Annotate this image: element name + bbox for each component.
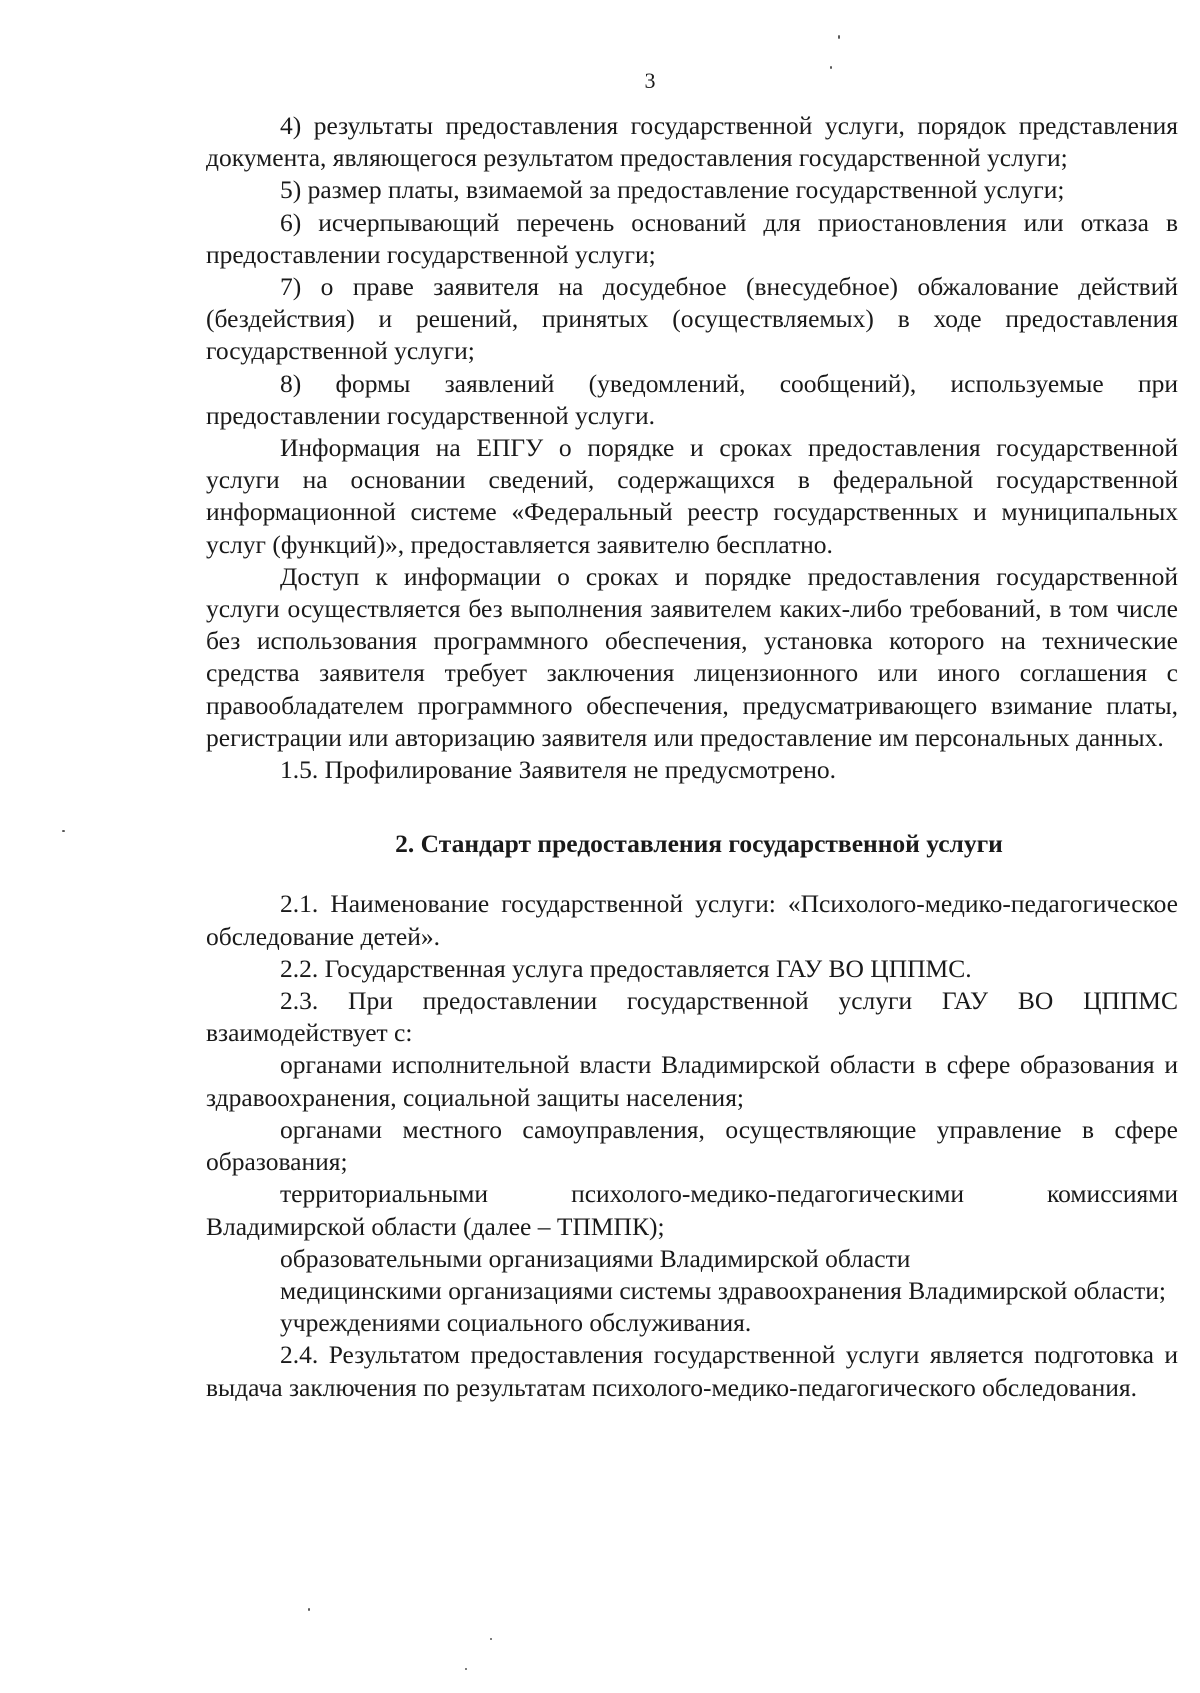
section-heading: 2. Стандарт предоставления государственной услуги	[395, 829, 1003, 859]
scan-speck	[830, 66, 832, 69]
paragraph-2-4: 2.4. Результатом предоставления государственной услуги является подготовка и выдача заключения по результатам психолого-медико-педагогического обследования.	[206, 1340, 1178, 1402]
paragraph-grounds: 6) исчерпывающий перечень оснований для приостановления или отказа в предоставлении государственной услуги;	[206, 207, 1178, 269]
document-body	[206, 110, 1178, 1404]
paragraph-tpmpk: территориальными психолого-медико-педагогическими комиссиями Владимирской области (далее – ТПМПК);	[206, 1179, 1178, 1241]
scan-speck	[308, 1608, 310, 1611]
paragraph-fee: 5) размер платы, взимаемой за предоставление государственной услуги;	[280, 175, 1065, 205]
paragraph-executive-bodies: органами исполнительной власти Владимирской области в сфере образования и здравоохранения, социальной защиты населения;	[206, 1050, 1178, 1112]
paragraph-epgu-info: Информация на ЕПГУ о порядке и сроках предоставления государственной услуги на основании сведений, содержащихся в федеральной государственной информационной системе «Федеральный реестр государственных и муниципальных услуг (функций)», предоставляется заявителю бесплатно.	[206, 433, 1178, 559]
paragraph-results: 4) результаты предоставления государственной услуги, порядок представления документа, являющегося результатом предоставления государственной услуги;	[206, 111, 1178, 173]
paragraph-access: Доступ к информации о сроках и порядке предоставления государственной услуги осуществляется без выполнения заявителем каких-либо требований, в том числе без использования программного обеспечения, установка которого на технические средства заявителя требует заключения лицензионного или иного соглашения с правообладателем программного обеспечения, предусматривающего взимание платы, регистрации или авторизацию заявителя или предоставление им персональных данных.	[206, 561, 1178, 752]
paragraph-2-3: 2.3. При предоставлении государственной услуги ГАУ ВО ЦППМС взаимодействует с:	[206, 986, 1178, 1048]
scan-speck	[465, 1668, 467, 1670]
paragraph-educational-orgs: образовательными организациями Владимирской области	[280, 1243, 911, 1273]
paragraph-2-2: 2.2. Государственная услуга предоставляется ГАУ ВО ЦППМС.	[280, 953, 972, 983]
paragraph-local-government: органами местного самоуправления, осуществляющие управление в сфере образования;	[206, 1114, 1178, 1177]
paragraph-profiling: 1.5. Профилирование Заявителя не предусмотрено.	[280, 755, 836, 785]
scan-speck	[838, 35, 840, 39]
scan-speck	[62, 830, 65, 832]
paragraph-social-services: учреждениями социального обслуживания.	[280, 1308, 752, 1338]
paragraph-medical-orgs: медицинскими организациями системы здравоохранения Владимирской области;	[280, 1275, 1167, 1305]
page-number: 3	[644, 68, 656, 93]
paragraph-appeal-right: 7) о праве заявителя на досудебное (внесудебное) обжалование действий (бездействия) и решений, принятых (осуществляемых) в ходе предоставления государственной услуги;	[206, 272, 1178, 366]
paragraph-2-1: 2.1. Наименование государственной услуги: «Психолого-медико-педагогическое обследование детей».	[206, 889, 1178, 951]
paragraph-forms: 8) формы заявлений (уведомлений, сообщений), используемые при предоставлении государственной услуги.	[206, 368, 1178, 430]
scan-speck	[490, 1638, 492, 1640]
